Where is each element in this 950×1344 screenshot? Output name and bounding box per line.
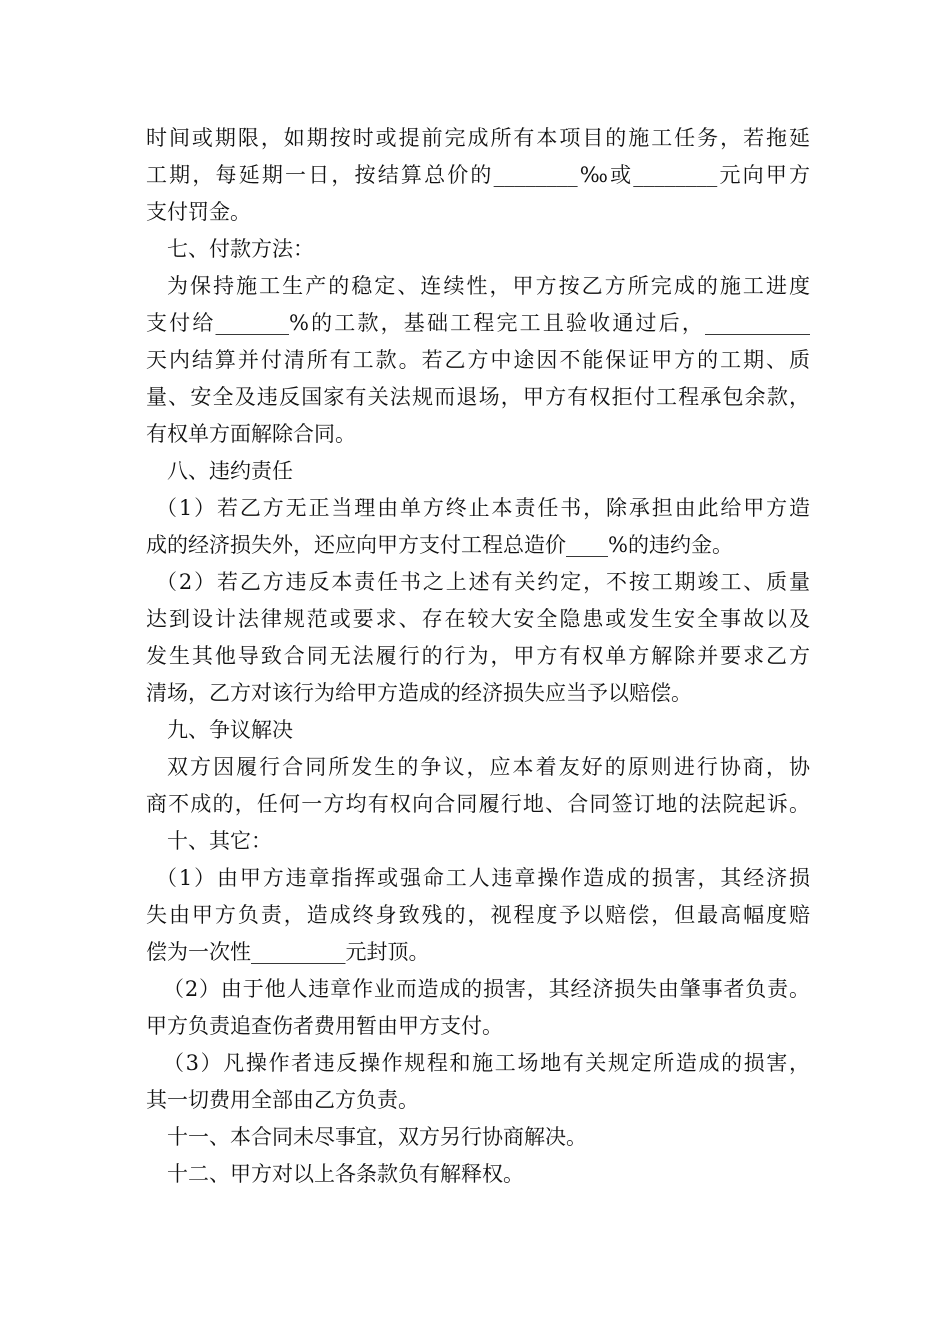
text-line: （1）由甲方违章指挥或强命工人违章操作造成的损害，其经济损 [156, 866, 810, 890]
text-line: 支付罚金。 [146, 200, 251, 224]
text-line: （1）若乙方无正当理由单方终止本责任书，除承担由此给甲方造 [156, 496, 810, 520]
text-line: （2）由于他人违章作业而造成的损害，其经济损失由肇事者负责。 [163, 977, 810, 1001]
text-line: 清场，乙方对该行为给甲方造成的经济损失应当予以赔偿。 [146, 681, 692, 705]
section-heading: 七、付款方法： [167, 237, 314, 261]
text-line: 商不成的，任何一方均有权向合同履行地、合同签订地的法院起诉。 [146, 792, 810, 816]
text-line: 有权单方面解除合同。 [146, 422, 356, 446]
text-line: 支付给_______%的工款，基础工程完工且验收通过后，__________ [146, 311, 810, 335]
text-line: （3）凡操作者违反操作规程和施工场地有关规定所造成的损害， [163, 1051, 810, 1075]
document-body [146, 120, 810, 1193]
section-heading: 九、争议解决 [167, 718, 293, 742]
section-heading: 十一、本合同未尽事宜，双方另行协商解决。 [167, 1125, 587, 1149]
text-line: 成的经济损失外，还应向甲方支付工程总造价____%的违约金。 [146, 533, 733, 557]
text-line: 失由甲方负责，造成终身致残的，视程度予以赔偿，但最高幅度赔 [146, 903, 810, 927]
text-line: 发生其他导致合同无法履行的行为，甲方有权单方解除并要求乙方 [146, 644, 810, 668]
text-line: 量、安全及违反国家有关法规而退场，甲方有权拒付工程承包余款， [146, 385, 810, 409]
text-line: 达到设计法律规范或要求、存在较大安全隐患或发生安全事故以及 [146, 607, 810, 631]
section-heading: 十二、甲方对以上各条款负有解释权。 [167, 1162, 524, 1186]
text-line: 其一切费用全部由乙方负责。 [146, 1088, 419, 1112]
section-heading: 八、违约责任 [167, 459, 293, 483]
text-line: 甲方负责追查伤者费用暂由甲方支付。 [146, 1014, 503, 1038]
text-line: 时间或期限，如期按时或提前完成所有本项目的施工任务，若拖延 [146, 126, 810, 150]
section-heading: 十、其它： [167, 829, 272, 853]
text-line: 为保持施工生产的稳定、连续性，甲方按乙方所完成的施工进度 [167, 274, 810, 298]
text-line: 偿为一次性_________元封顶。 [146, 940, 430, 964]
text-line: （2）若乙方违反本责任书之上述有关约定，不按工期竣工、质量 [156, 570, 810, 594]
text-line: 工期，每延期一日，按结算总价的________‰或________元向甲方 [146, 163, 810, 187]
text-line: 双方因履行合同所发生的争议，应本着友好的原则进行协商，协 [167, 755, 810, 779]
text-line: 天内结算并付清所有工款。若乙方中途因不能保证甲方的工期、质 [146, 348, 810, 372]
